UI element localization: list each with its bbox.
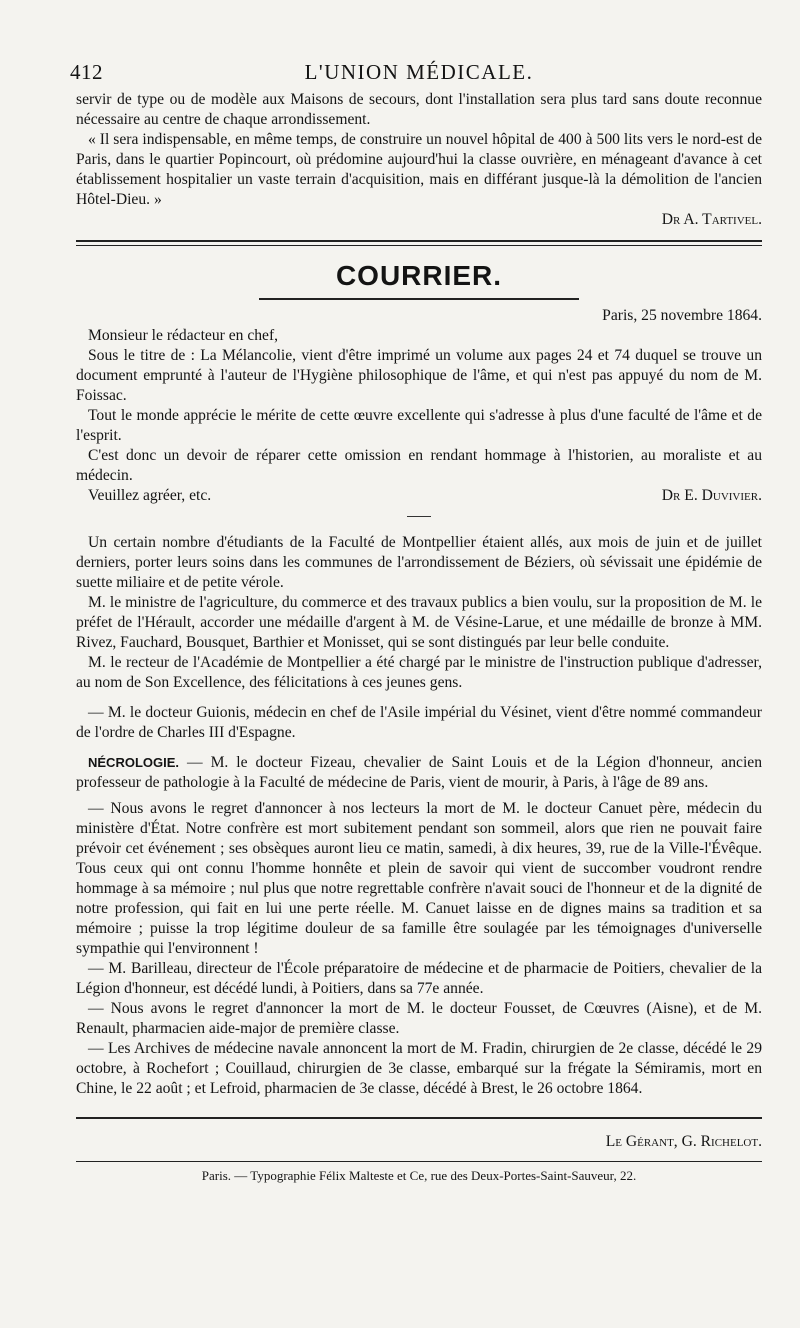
letter-date: Paris, 25 novembre 1864. xyxy=(602,307,762,324)
footer-divider xyxy=(76,1117,762,1119)
page-number: 412 xyxy=(70,60,103,84)
letter-paragraph-2: Tout le monde apprécie le mérite de cette œuvre excellente qui s'adresse à plus d'une faculté de l'âme et de l'esprit. xyxy=(76,407,762,444)
letter-paragraph-1: Sous le titre de : La Mélancolie, vient d'être imprimé un volume aux pages 24 et 74 duquel se trouve un document emprunté à l'auteur de l'Hygiène philosophique de l'âme, et qui n'est pas appuyé du nom de M. Foissac. xyxy=(76,347,762,404)
letter-signature: Dr E. Duvivier. xyxy=(661,487,762,504)
news-item-1: Un certain nombre d'étudiants de la Faculté de Montpellier étaient allés, aux mois de juin et de juillet derniers, porter leurs soins dans les communes de l'arrondissement de Béziers, où sévissait une épidémie de suette miliaire et de petite vérole. xyxy=(76,534,762,591)
letter-closing: Veuillez agréer, etc. xyxy=(88,487,212,504)
necrologie-paragraph-5: — Les Archives de médecine navale annoncent la mort de M. Fradin, chirurgien de 2e classe, décédé le 29 octobre, à Rochefort ; Couillaud, chirurgien de 3e classe, embarqué sur la frégate la Sémiramis, mort en Chine, le 22 août ; et Lefroid, pharmacien de 3e classe, décédé à Brest, le 26 octobre 1864. xyxy=(76,1040,762,1097)
intro-signature: Dr A. Tartivel. xyxy=(661,211,762,228)
news-item-3: M. le recteur de l'Académie de Montpellier a été chargé par le ministre de l'instruction publique d'adresser, au nom de Son Excellence, des félicitations à ces jeunes gens. xyxy=(76,654,762,691)
letter-salutation: Monsieur le rédacteur en chef, xyxy=(88,327,279,344)
page xyxy=(70,56,762,1184)
title-underline xyxy=(259,298,579,300)
necrologie-paragraph-3: — M. Barilleau, directeur de l'École préparatoire de médecine et de pharmacie de Poitiers, chevalier de la Légion d'honneur, est décédé lundi, à Poitiers, dans sa 77e année. xyxy=(76,960,762,997)
intro-paragraph-1: servir de type ou de modèle aux Maisons de secours, dont l'installation sera plus tard sans doute reconnue nécessaire au centre de chaque arrondissement. xyxy=(76,91,762,128)
necrologie-paragraph-4: — Nous avons le regret d'annoncer la mort de M. le docteur Fousset, de Cœuvres (Aisne), et de M. Renault, pharmacien aide-major de première classe. xyxy=(76,1000,762,1037)
imprint-divider xyxy=(76,1161,762,1162)
gerant-signature: Le Gérant, G. Richelot. xyxy=(605,1133,762,1150)
short-separator xyxy=(407,516,431,517)
necrologie-text-1: — M. le docteur Fizeau, chevalier de Saint Louis et de la Légion d'honneur, ancien professeur de pathologie à la Faculté de médecine de Paris, vient de mourir, à Paris, à l'âge de 89 ans. xyxy=(76,754,762,791)
news-item-4: — M. le docteur Guionis, médecin en chef de l'Asile impérial du Vésinet, vient d'être nommé commandeur de l'ordre de Charles III d'Espagne. xyxy=(76,704,762,741)
necrologie-paragraph-1 xyxy=(76,753,762,793)
section-divider xyxy=(76,240,762,246)
intro-paragraph-2: « Il sera indispensable, en même temps, de construire un nouvel hôpital de 400 à 500 lits vers le nord-est de Paris, dans le quartier Popincourt, où prédomine aujourd'hui la classe ouvrière, en ménageant d'avance à cet établissement hospitalier un vaste terrain d'acquisition, mais en différant jusque-là la démolition de l'ancien Hôtel-Dieu. » xyxy=(76,131,762,208)
letter-paragraph-3: C'est donc un devoir de réparer cette omission en rendant hommage à l'historien, au moraliste et au médecin. xyxy=(76,447,762,484)
journal-title: L'UNION MÉDICALE. xyxy=(304,60,534,84)
letter-closing-line xyxy=(76,486,762,506)
news-item-2: M. le ministre de l'agriculture, du commerce et des travaux publics a bien voulu, sur la proposition de M. le préfet de l'Hérault, accorder une médaille d'argent à M. de Vésine-Larue, et une médaille de bronze à MM. Rivez, Fauchard, Bousquet, Barthier et Monisset, qui se sont distingués par leur belle conduite. xyxy=(76,594,762,651)
necrologie-paragraph-2: — Nous avons le regret d'annoncer à nos lecteurs la mort de M. le docteur Canuet père, médecin du ministère d'État. Notre confrère est mort subitement pendant son sommeil, alors que rien ne pouvait faire prévoir cet événement ; ses obsèques auront lieu ce matin, samedi, à dix heures, 39, rue de la Ville-l'Évêque. Tous ceux qui ont connu l'homme honnête et plein de savoir qui vient de succomber voudront rendre hommage à sa mémoire ; nul plus que notre regrettable confrère n'avait souci de l'honneur et de la dignité de notre profession, qui fait en lui une perte réelle. M. Canuet laisse en de dignes mains sa tradition et sa mémoire ; puisse la trop légitime douleur de sa famille être soulagée par les témoignages d'universelle sympathie qui l'environnent ! xyxy=(76,800,762,957)
section-title: COURRIER. xyxy=(335,260,503,291)
necrologie-label: NÉCROLOGIE. xyxy=(88,755,180,770)
printer-imprint: Paris. — Typographie Félix Malteste et Ce, rue des Deux-Portes-Saint-Sauveur, 22. xyxy=(201,1168,637,1183)
page-header xyxy=(70,56,762,90)
